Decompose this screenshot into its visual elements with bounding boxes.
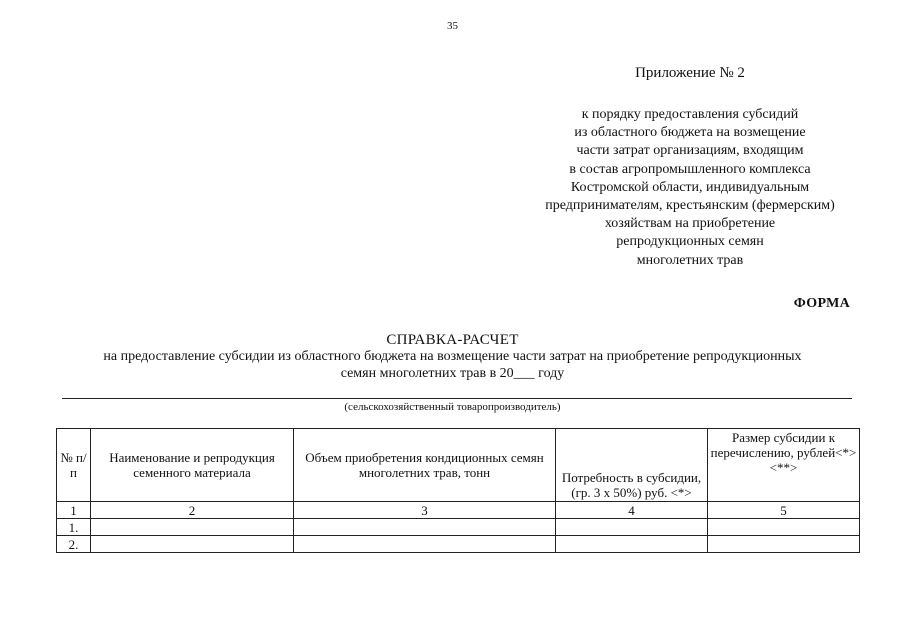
header-purchase-volume: Объем приобретения кондиционных семян многолетних трав, тонн — [294, 429, 556, 502]
page-number: 35 — [447, 20, 458, 32]
table-cell — [708, 519, 860, 536]
column-number: 4 — [556, 502, 708, 519]
appendix-description — [520, 106, 860, 270]
producer-caption: (сельскохозяйственный товаропроизводитель) — [344, 401, 561, 413]
appendix-line: Костромской области, индивидуальным — [570, 179, 810, 195]
appendix-line: хозяйствам на приобретение — [604, 216, 776, 232]
subtitle-line-1: на предоставление субсидии из областного бюджета на возмещение части затрат на приобретение репродукционных — [103, 349, 802, 364]
table-cell — [556, 519, 708, 536]
table-row — [57, 519, 860, 536]
table-row — [57, 536, 860, 553]
table-cell — [556, 536, 708, 553]
header-seed-name: Наименование и репродукция семенного материала — [91, 429, 294, 502]
header-subsidy-need: Потребность в субсидии, (гр. 3 х 50%) руб. <*> — [556, 429, 708, 502]
appendix-line: в состав агропромышленного комплекса — [569, 161, 811, 177]
row-number: 1. — [57, 519, 91, 536]
header-number: № п/п — [57, 429, 91, 502]
appendix-line: репродукционных семян — [616, 234, 764, 250]
appendix-line: части затрат организациям, входящим — [576, 143, 804, 159]
column-number: 3 — [294, 502, 556, 519]
document-title: СПРАВКА-РАСЧЕТ — [386, 332, 519, 348]
appendix-title: Приложение № 2 — [635, 65, 745, 81]
form-label: ФОРМА — [793, 296, 850, 311]
table-cell — [294, 519, 556, 536]
column-number: 1 — [57, 502, 91, 519]
producer-name-line — [62, 398, 852, 399]
table-cell — [91, 519, 294, 536]
table-cell — [91, 536, 294, 553]
column-number: 2 — [91, 502, 294, 519]
column-number-row — [57, 502, 860, 519]
row-number: 2. — [57, 536, 91, 553]
column-number: 5 — [708, 502, 860, 519]
subsidy-calculation-table — [56, 428, 860, 553]
subtitle-line-2: семян многолетних трав в 20___ году — [340, 366, 565, 381]
table-cell — [294, 536, 556, 553]
appendix-line: многолетних трав — [636, 252, 744, 268]
table-cell — [708, 536, 860, 553]
document-subtitle — [50, 348, 855, 382]
appendix-line: из областного бюджета на возмещение — [574, 125, 806, 141]
appendix-line: предпринимателям, крестьянским (фермерским) — [545, 198, 835, 214]
header-subsidy-amount: Размер субсидии к перечислению, рублей<*> <**> — [708, 429, 860, 502]
appendix-line: к порядку предоставления субсидий — [581, 107, 799, 122]
table-header-row — [57, 429, 860, 502]
